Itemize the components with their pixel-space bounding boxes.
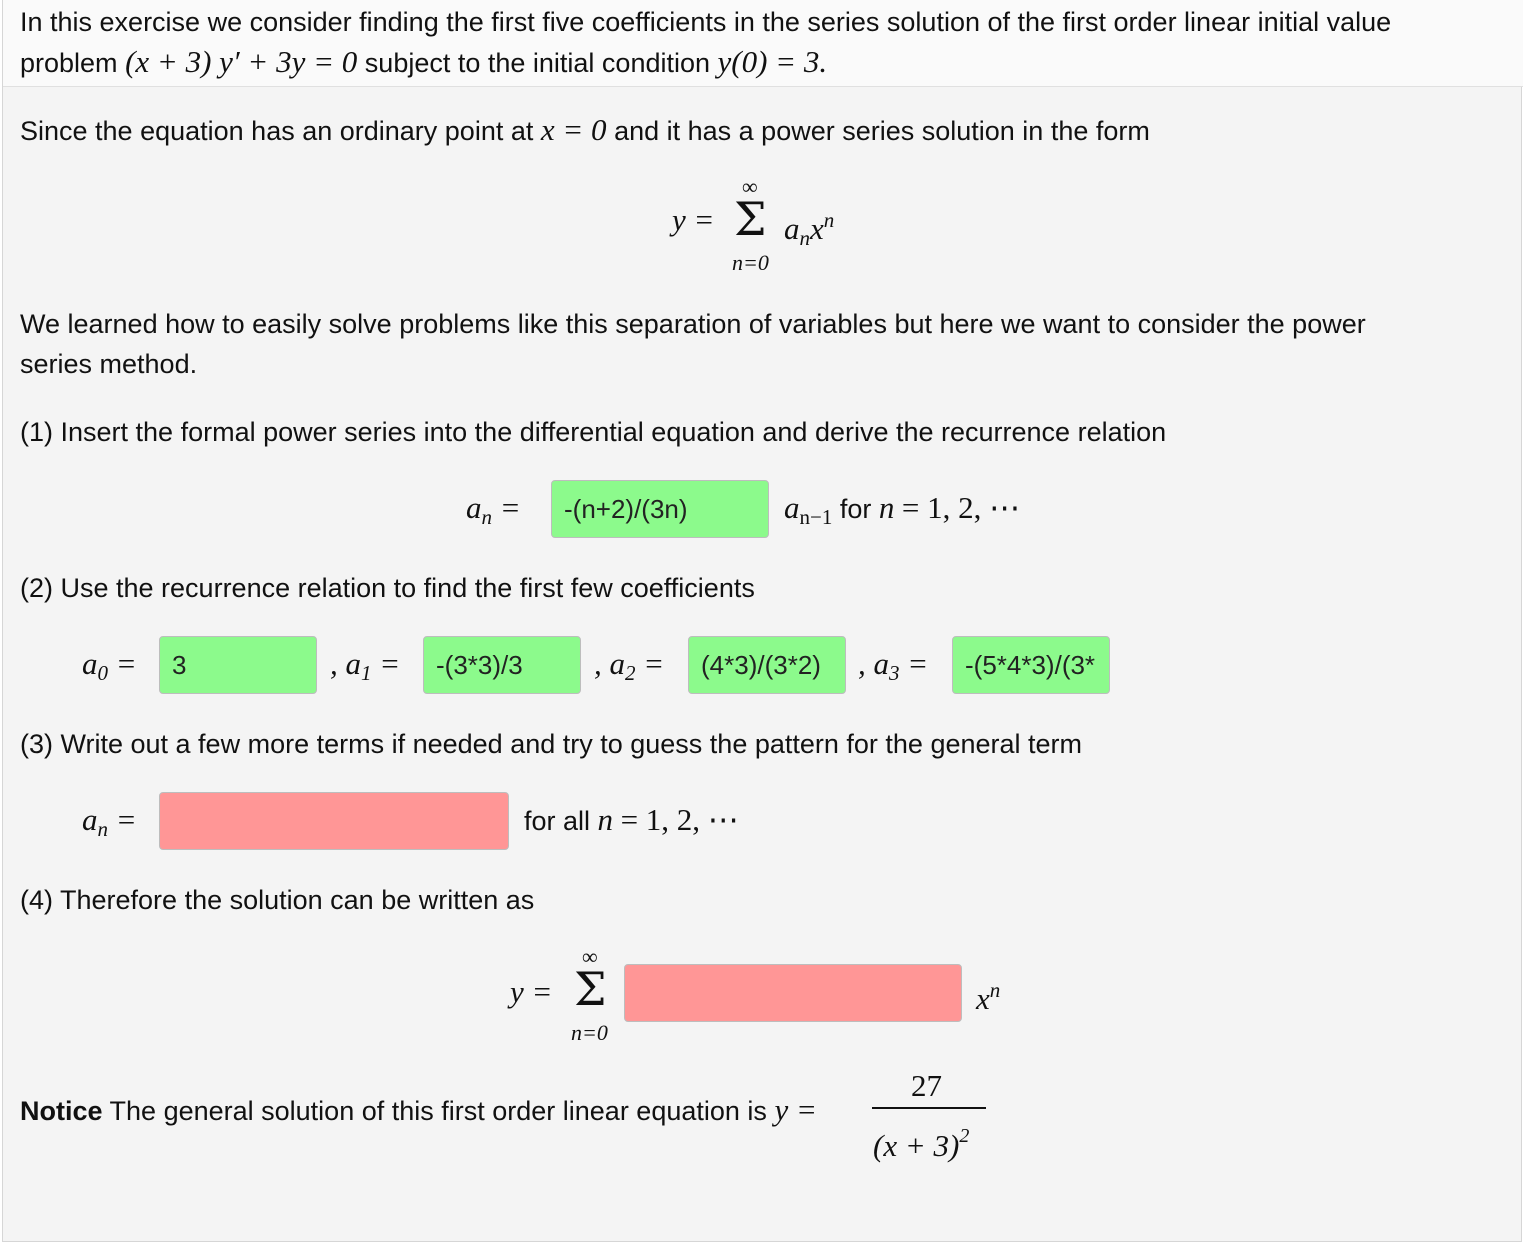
step1-rhs: $a_{n-1}$ for n = 1, 2, ⋯ — [784, 490, 1021, 529]
learned-line-2: series method. — [20, 349, 198, 379]
step3-text: (3) Write out a few more terms if needed and try to guess the pattern for the general term — [20, 729, 1083, 759]
problem-panel — [2, 0, 1522, 1242]
a3-input[interactable]: -(5*4*3)/(3* — [952, 636, 1110, 694]
a1-input[interactable]: -(3*3)/3 — [423, 636, 581, 694]
step1-text: (1) Insert the formal power series into the differential equation and derive the recurrence relation — [20, 417, 1167, 447]
sigma-upper: ∞ — [742, 174, 758, 199]
ordinary-point-eq: x = 0 — [540, 112, 607, 147]
sigma-lower: n=0 — [732, 250, 769, 275]
fraction-bar — [872, 1107, 986, 1109]
intro-line-2: problem (x + 3) y′ + 3y = 0 subject to the initial condition y(0) = 3. — [20, 44, 828, 79]
a1-label: , a1 = — [330, 646, 401, 685]
a0-label: a0 = — [82, 646, 137, 685]
step1-lhs: $a_n$ = — [466, 490, 521, 529]
solution-sigma-symbol: Σ — [574, 962, 607, 1016]
a2-label: , a2 = — [594, 646, 665, 685]
general-term-input[interactable] — [159, 792, 509, 850]
a0-input[interactable]: 3 — [159, 636, 317, 694]
a2-input[interactable]: (4*3)/(3*2) — [688, 636, 846, 694]
step3-rhs: for all n = 1, 2, ⋯ — [524, 802, 739, 837]
step2-text: (2) Use the recurrence relation to find the first few coefficients — [20, 573, 755, 603]
ordinary-point-text: Since the equation has an ordinary point at x = 0 and it has a power series solution in the form — [20, 112, 1150, 147]
intro-line-1: In this exercise we consider finding the first five coefficients in the series solution of the first order linear initial value — [20, 7, 1392, 37]
step4-text: (4) Therefore the solution can be written as — [20, 885, 535, 915]
learned-line-1: We learned how to easily solve problems like this separation of variables but here we want to consider the power — [20, 309, 1366, 339]
notice-text: Notice The general solution of this first order linear equation is y = — [20, 1092, 817, 1127]
solution-rhs: $x^n$ — [976, 978, 1001, 1016]
solution-lhs: y = — [510, 974, 553, 1009]
series-lhs: y = — [672, 202, 715, 237]
step3-lhs: $a_n$ = — [82, 802, 137, 841]
solution-sigma-lower: n=0 — [571, 1020, 608, 1045]
solution-coefficient-input[interactable] — [624, 964, 962, 1022]
notice-denominator: $(x + 3)^2$ — [873, 1125, 970, 1163]
sigma-symbol: Σ — [734, 192, 767, 246]
initial-condition: y(0) = 3. — [717, 44, 828, 79]
ode-equation: (x + 3) y′ + 3y = 0 — [125, 44, 358, 79]
recurrence-input[interactable]: -(n+2)/(3n) — [551, 480, 769, 538]
a3-label: , a3 = — [858, 646, 929, 685]
solution-sigma-upper: ∞ — [582, 944, 598, 969]
series-term: $a_nx^n$ — [784, 208, 835, 250]
notice-numerator: 27 — [911, 1068, 942, 1103]
notice-bold: Notice — [20, 1096, 103, 1126]
